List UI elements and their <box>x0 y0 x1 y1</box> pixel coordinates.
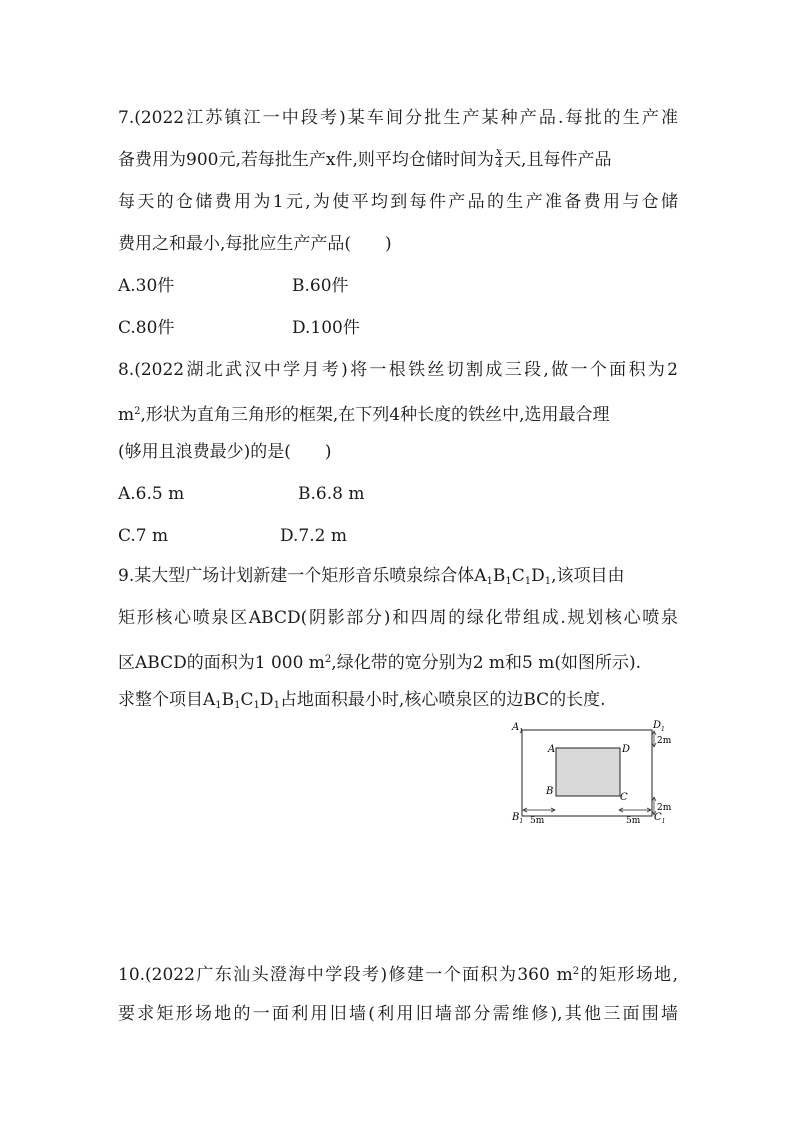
q9-line-4c: C <box>240 690 254 710</box>
q8-superscript: 2 <box>134 406 141 417</box>
label-b1: $B_1$ <box>512 812 524 825</box>
q9-sub-b1: 1 <box>505 576 512 587</box>
q9-line-4b: B <box>221 690 235 710</box>
q9-line-4e: 占地面积最小时,核心喷泉区的边BC的长度. <box>279 690 606 710</box>
q7-option-d: D.100件 <box>292 318 360 338</box>
q9-line-3b: ,绿化带的宽分别为2 m和5 m(如图所示). <box>331 653 642 673</box>
dim-bottom-label: 2m <box>657 803 672 813</box>
label-a1: $A_1$ <box>512 722 524 735</box>
dim-top-label: 2m <box>657 736 672 746</box>
q9-sub-d1: 1 <box>544 576 552 587</box>
q8-option-b: B.6.8 m <box>298 484 365 504</box>
label-a: A <box>548 744 556 755</box>
q9-line-1a: 9.某大型广场计划新建一个矩形音乐喷泉综合体A <box>118 566 487 586</box>
fountain-figure <box>508 716 680 828</box>
q9-line-4a: 求整个项目A <box>118 690 216 710</box>
q9-line-1d: D <box>531 566 545 586</box>
q10-line-1b: 的矩形场地, <box>579 965 678 985</box>
q8-line-3: (够用且浪费最少)的是( ) <box>118 442 332 462</box>
q7-fraction <box>495 146 503 169</box>
q8-line-2 <box>118 400 610 427</box>
q8-line-2a: m <box>118 405 135 425</box>
label-d: D <box>622 744 631 755</box>
q8-option-d: D.7.2 m <box>280 526 347 546</box>
q10-line-1a: 10.(2022广东汕头澄海中学段考)修建一个面积为360 m <box>118 965 573 985</box>
q9-sub-a1: 1 <box>486 576 493 587</box>
q7-option-c: C.80件 <box>118 318 175 338</box>
q8-line-1: 8.(2022湖北武汉中学月考)将一根铁丝切割成三段,做一个面积为2 <box>118 360 678 380</box>
q7-line-4: 费用之和最小,每批应生产产品( ) <box>118 234 392 254</box>
q7-fraction-numerator: x <box>495 145 503 158</box>
q9-line4-sub-d1: 1 <box>273 700 280 711</box>
q9-line4-sub-a1: 1 <box>215 700 222 711</box>
q8-line-2b: ,形状为直角三角形的框架,在下列4种长度的铁丝中,选用最合理 <box>140 405 610 425</box>
q9-line-3 <box>118 648 641 675</box>
q9-line4-sub-b1: 1 <box>234 700 241 711</box>
dim-right-label: 5m <box>626 816 641 826</box>
q9-line-1c: C <box>511 566 525 586</box>
q7-option-b: B.60件 <box>292 276 349 296</box>
label-c1: $C_1$ <box>654 812 666 825</box>
q9-line-3-sup: 2 <box>324 654 332 665</box>
q7-option-a: A.30件 <box>118 276 175 296</box>
q9-line-3a: 区ABCD的面积为1 000 m <box>118 653 325 673</box>
q10-line-1-sup: 2 <box>572 966 580 977</box>
q8-option-c: C.7 m <box>118 526 169 546</box>
q7-line-1: 7.(2022江苏镇江一中段考)某车间分批生产某种产品.每批的生产准 <box>118 108 678 128</box>
q10-line-1 <box>118 960 678 987</box>
label-d1: $D_1$ <box>653 720 665 733</box>
q9-line4-sub-c1: 1 <box>253 700 260 711</box>
label-c: C <box>620 792 628 803</box>
q7-line-2 <box>118 145 612 172</box>
q9-line-1b: B <box>492 566 506 586</box>
q9-line-1e: ,该项目由 <box>551 566 625 586</box>
q9-line-1 <box>118 564 625 594</box>
q8-option-a: A.6.5 m <box>118 484 185 504</box>
q9-line-4 <box>118 688 606 718</box>
q7-line-3: 每天的仓储费用为1元,为使平均到每件产品的生产准备费用与仓储 <box>118 192 678 212</box>
q9-line-2: 矩形核心喷泉区ABCD(阴影部分)和四周的绿化带组成.规划核心喷泉 <box>118 608 678 628</box>
label-b: B <box>546 786 554 797</box>
dim-left-label: 5m <box>530 816 545 826</box>
q7-line-2b: 天,且每件产品 <box>504 150 612 170</box>
q7-fraction-denominator: 4 <box>495 157 503 170</box>
q9-line-4d: D <box>259 690 274 710</box>
q10-line-2: 要求矩形场地的一面利用旧墙(利用旧墙部分需维修),其他三面围墙 <box>118 1004 678 1024</box>
q9-sub-c1: 1 <box>524 576 532 587</box>
core-fountain-area <box>556 748 620 796</box>
q7-line-2a: 备费用为900元,若每批生产x件,则平均仓储时间为 <box>118 150 494 170</box>
